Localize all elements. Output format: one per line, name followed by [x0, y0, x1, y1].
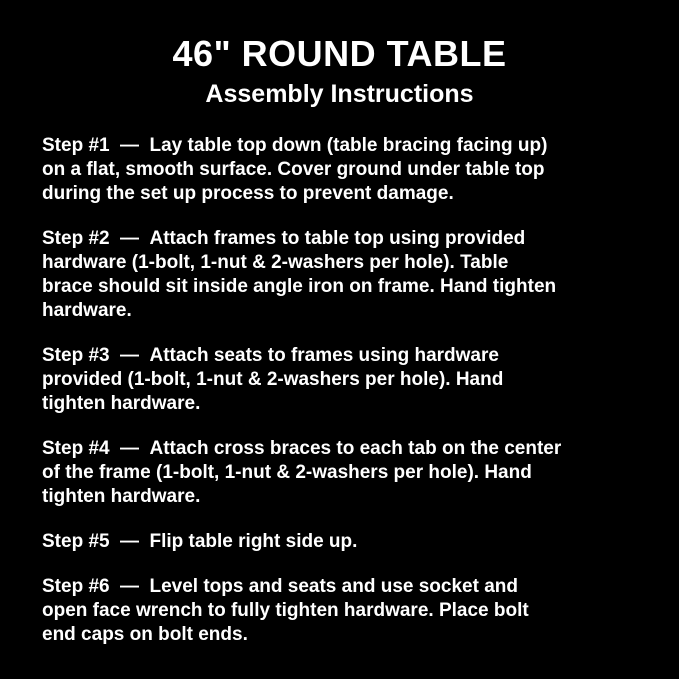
- step-label: Step #2: [42, 228, 110, 249]
- step-text: Flip table right side up.: [149, 531, 358, 552]
- step-separator: —: [120, 135, 140, 156]
- step-item-5: [42, 530, 661, 554]
- instructions-list: [0, 108, 679, 647]
- step-text: Level tops and seats and use socket and open face wrench to fully tighten hardware. Place bolt end caps on bolt ends.: [42, 576, 529, 645]
- step-item-2: [42, 227, 661, 323]
- step-item-3: [42, 344, 661, 416]
- page-title: 46" ROUND TABLE: [172, 33, 507, 74]
- step-separator: —: [120, 228, 140, 249]
- page-subtitle: Assembly Instructions: [205, 80, 474, 108]
- step-label: Step #5: [42, 531, 110, 552]
- step-item-1: [42, 134, 661, 206]
- step-item-6: [42, 575, 661, 647]
- step-separator: —: [120, 576, 140, 597]
- step-text: Attach frames to table top using provided hardware (1-bolt, 1-nut & 2-washers per hole). Table brace should sit inside angle iron on frame. Hand tighten hardware.: [42, 228, 557, 321]
- step-label: Step #4: [42, 438, 110, 459]
- step-text: Attach cross braces to each tab on the center of the frame (1-bolt, 1-nut & 2-washers per hole). Hand tighten hardware.: [42, 438, 562, 507]
- step-separator: —: [120, 531, 140, 552]
- step-label: Step #6: [42, 576, 110, 597]
- poster-header: [0, 0, 679, 108]
- step-text: Lay table top down (table bracing facing up) on a flat, smooth surface. Cover ground under table top during the set up process to prevent damage.: [42, 135, 548, 204]
- step-item-4: [42, 437, 661, 509]
- step-label: Step #3: [42, 345, 110, 366]
- step-separator: —: [120, 345, 140, 366]
- step-separator: —: [120, 438, 140, 459]
- step-label: Step #1: [42, 135, 110, 156]
- step-text: Attach seats to frames using hardware provided (1-bolt, 1-nut & 2-washers per hole). Hand tighten hardware.: [42, 345, 504, 414]
